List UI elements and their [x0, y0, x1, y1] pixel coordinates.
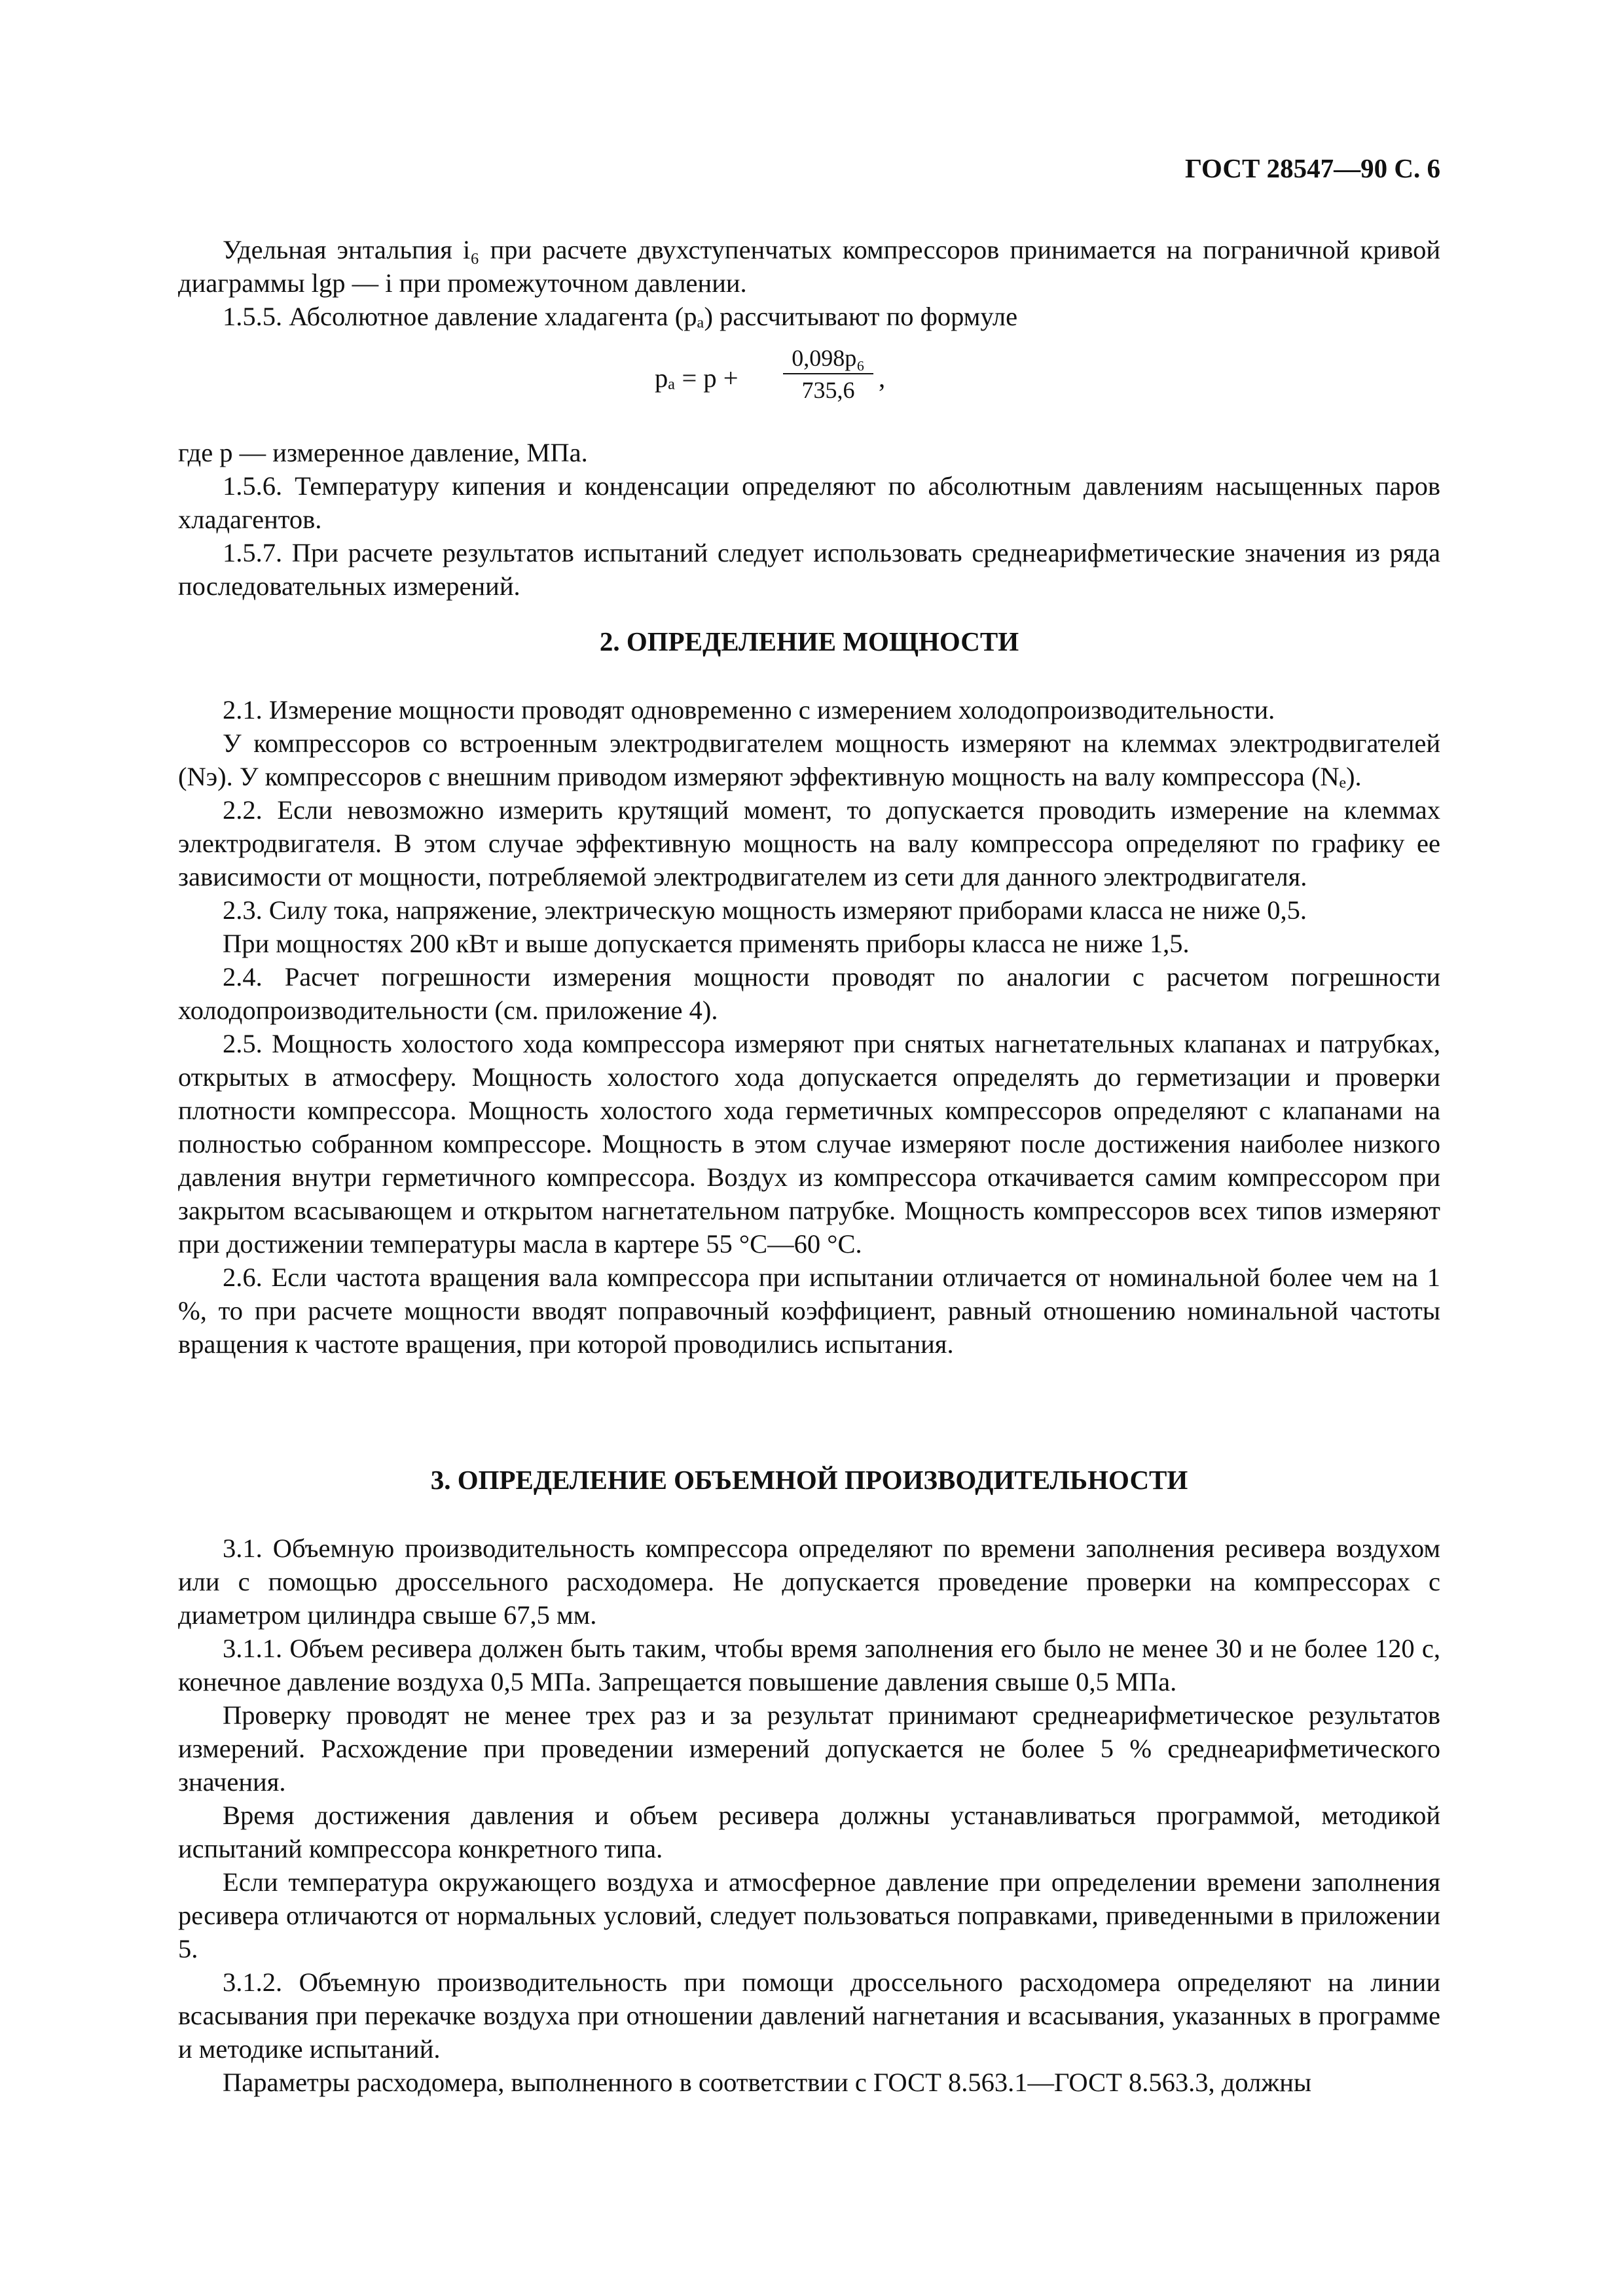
- paragraph-2-3: 2.3. Силу тока, напряжение, электрическую мощность измеряют приборами класса не ниже 0,5.: [223, 895, 1307, 925]
- formula-numerator: 0,098p₆: [792, 345, 865, 371]
- pressure-formula: [655, 343, 930, 415]
- paragraph-3-1-2: 3.1.2. Объемную производительность при помощи дроссельного расходомера определяют на линии всасывания при перекачке воздуха при отношении давлений нагнетания и всасывания, указанных в программе и методике испытаний.: [178, 1967, 1440, 2064]
- paragraph-2-6: 2.6. Если частота вращения вала компрессора при испытании отличается от номинальной более чем на 1 %, то при расчете мощности вводят поправочный коэффициент, равный отношению номинальной частоты вращения к частоте вращения, при которой проводились испытания.: [178, 1263, 1440, 1359]
- section-3-body: [178, 1532, 1440, 2099]
- paragraph-3-1-1-temperature: Если температура окружающего воздуха и атмосферное давление при определении времени заполнения ресивера отличаются от нормальных условий, следует пользоваться поправками, приведенными в приложении 5.: [178, 1867, 1440, 1964]
- paragraph-3-1-1-time: Время достижения давления и объем ресивера должны устанавливаться программой, методикой испытаний компрессора конкретного типа.: [178, 1801, 1440, 1863]
- paragraph-flowmeter-params: Параметры расходомера, выполненного в соответствии с ГОСТ 8.563.1—ГОСТ 8.563.3, должны: [223, 2068, 1312, 2097]
- section-3-title: 3. ОПРЕДЕЛЕНИЕ ОБЪЕМНОЙ ПРОИЗВОДИТЕЛЬНОСТИ: [430, 1465, 1188, 1495]
- paragraph-1-5-7: 1.5.7. При расчете результатов испытаний следует использовать среднеарифметические значения из ряда последовательных измерений.: [178, 538, 1440, 601]
- paragraph-2-1-cont: У компрессоров со встроенным электродвигателем мощность измеряют на клеммах электродвигателей (Nэ). У компрессоров с внешним приводом измеряют эффективную мощность на валу компрессора (Nₑ).: [178, 728, 1440, 791]
- paragraph-2-1: 2.1. Измерение мощности проводят одновременно с измерением холодопроизводительности.: [223, 695, 1275, 725]
- paragraph-1-5-6: 1.5.6. Температуру кипения и конденсации определяют по абсолютным давлениям насыщенных паров хладагентов.: [178, 471, 1440, 534]
- paragraph-where: где p — измеренное давление, МПа.: [178, 438, 588, 467]
- intro-block: [178, 233, 1440, 333]
- paragraph-1-5-5: 1.5.5. Абсолютное давление хладагента (pₐ) рассчитывают по формуле: [223, 302, 1018, 331]
- formula-denominator: 735,6: [801, 377, 855, 403]
- paragraph-2-4: 2.4. Расчет погрешности измерения мощности проводят по аналогии с расчетом погрешности холодопроизводительности (см. приложение 4).: [178, 962, 1440, 1025]
- formula-lhs: pₐ = p +: [655, 363, 739, 393]
- paragraph-2-5: 2.5. Мощность холостого хода компрессора измеряют при снятых нагнетательных клапанах и патрубках, открытых в атмосферу. Мощность холостого хода допускается определять до герметизации и проверки плотности компрессора. Мощность холостого хода герметичных компрессоров определяют с клапанами на полностью собранном компрессоре. Мощность в этом случае измеряют после достижения наиболее низкого давления внутри герметичного компрессора. Воздух из компрессора откачивается самим компрессором при закрытом всасывающем и открытом нагнетательном патрубке. Мощность компрессоров всех типов измеряют при достижении температуры масла в картере 55 °С—60 °С.: [178, 1029, 1440, 1259]
- section-2-title: 2. ОПРЕДЕЛЕНИЕ МОЩНОСТИ: [599, 626, 1019, 656]
- paragraph-enthalpy: Удельная энтальпия i₆ при расчете двухступенчатых компрессоров принимается на пограничной кривой диаграммы lgp — i при промежуточном давлении.: [178, 235, 1440, 298]
- paragraph-3-1-1: 3.1.1. Объем ресивера должен быть таким, чтобы время заполнения его было не менее 30 и не более 120 с, конечное давление воздуха 0,5 МПа. Запрещается повышение давления свыше 0,5 МПа.: [178, 1634, 1440, 1696]
- formula-fraction: [779, 343, 877, 406]
- formula-trailing: ,: [879, 363, 886, 393]
- paragraph-2-3-cont: При мощностях 200 кВт и выше допускается применять приборы класса не ниже 1,5.: [223, 929, 1190, 958]
- section-2-body: [178, 693, 1440, 1361]
- paragraph-3-1-1-check: Проверку проводят не менее трех раз и за результат принимают среднеарифметическое результатов измерений. Расхождение при проведении измерений допускается не более 5 % среднеарифметического значения.: [178, 1700, 1440, 1797]
- after-formula-block: [178, 436, 1440, 603]
- paragraph-3-1: 3.1. Объемную производительность компрессора определяют по времени заполнения ресивера воздухом или с помощью дроссельного расходомера. Не допускается проведение проверки на компрессорах с диаметром цилиндра свыше 67,5 мм.: [178, 1534, 1440, 1630]
- paragraph-2-2: 2.2. Если невозможно измерить крутящий момент, то допускается проводить измерение на клеммах электродвигателя. В этом случае эффективную мощность на валу компрессора определяют по графику ее зависимости от мощности, потребляемой электродвигателем из сети для данного электродвигателя.: [178, 795, 1440, 891]
- page-header: ГОСТ 28547—90 С. 6: [1184, 153, 1440, 183]
